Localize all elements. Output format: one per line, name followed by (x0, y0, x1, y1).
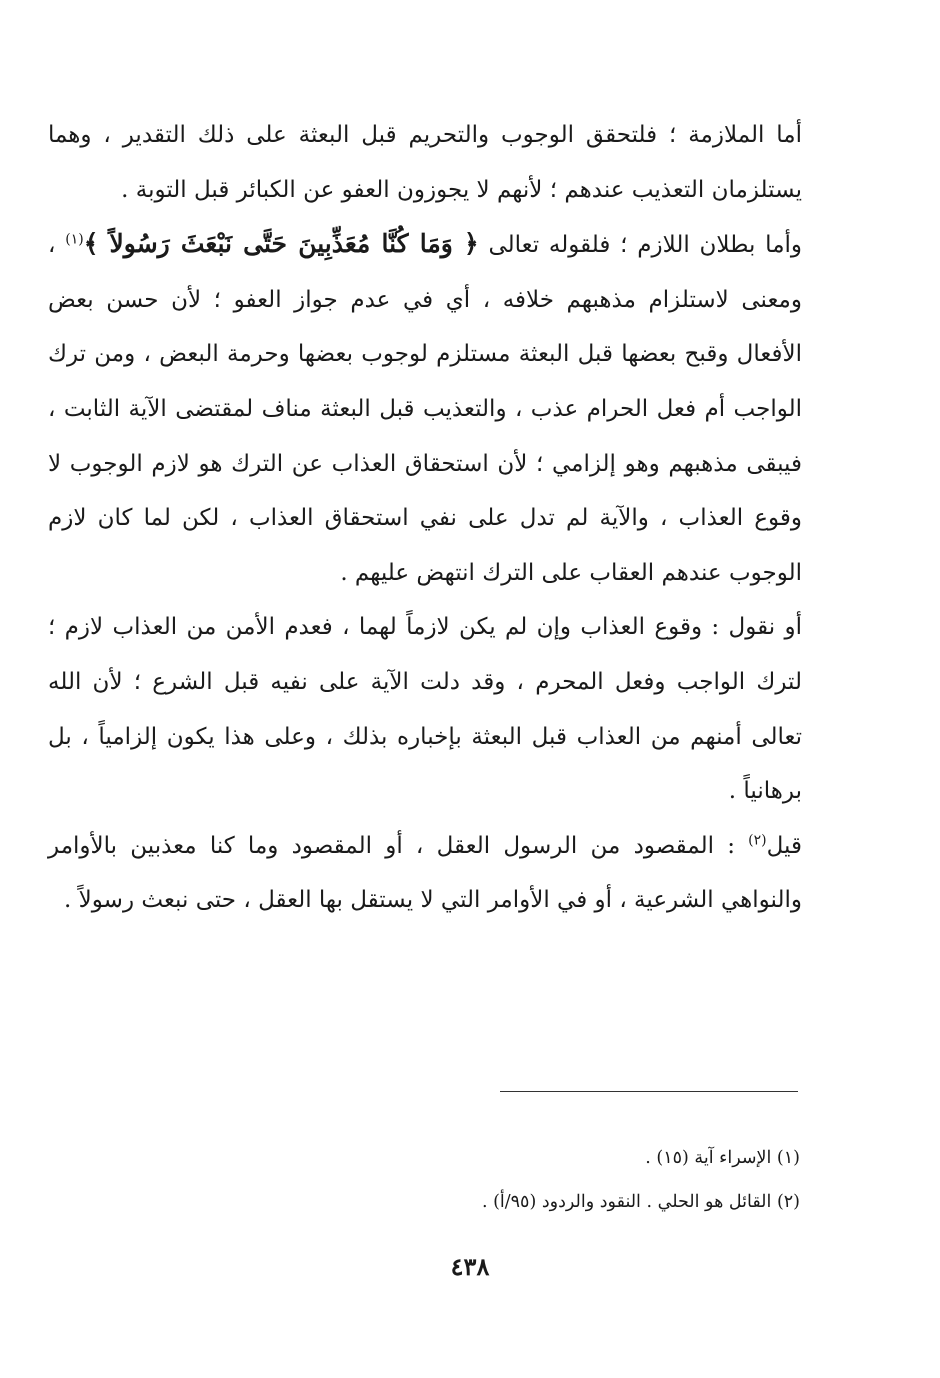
paragraph-4 (48, 819, 802, 928)
paragraph-2 (48, 217, 802, 600)
paragraph-2-intro: وأما بطلان اللازم ؛ فلقوله تعالى (488, 232, 803, 259)
quran-verse: ﴿ وَمَا كُنَّا مُعَذِّبِينَ حَتَّى نَبْعَثَ رَسُولاً ﴾ (83, 229, 479, 259)
main-text (48, 108, 802, 928)
footnotes (300, 1136, 800, 1224)
footnote-1: (١) الإسراء آية (١٥) . (645, 1148, 800, 1168)
footnote-divider (500, 1091, 798, 1092)
paragraph-4-intro: قيل (766, 832, 802, 859)
paragraph-2-body: ، ومعنى لاستلزام مذهبهم خلافه ، أي في عدم جواز العفو ؛ لأن حسن بعض الأفعال وقبح بعضها قبل البعثة مستلزم لوجوب بعضها وحرمة البعض ، ومن ترك الواجب أم فعل الحرام عذب ، والتعذيب قبل البعثة مناف لمقتضى الآية الثابت ، فيبقى مذهبهم وهو إلزامي ؛ لأن استحقاق العذاب عن الترك هو لازم الوجوب لا وقوع العذاب ، والآية لم تدل على نفي استحقاق العذاب ، لكن لما كان لازم الوجوب عندهم العقاب على الترك انتهض عليهم . (48, 232, 802, 586)
page-number: ٤٣٨ (450, 1252, 490, 1281)
paragraph-4-body: : المقصود من الرسول العقل ، أو المقصود وما كنا معذبين بالأوامر والنواهي الشرعية ، أو في الأوامر التي لا يستقل بها العقل ، حتى نبعث رسولاً . (48, 832, 802, 914)
footnote-2: (٢) القائل هو الحلي . النقود والردود (٩٥/أ) . (481, 1192, 800, 1212)
paragraph-1: أما الملازمة ؛ فلتحقق الوجوب والتحريم قبل البعثة على ذلك التقدير ، وهما يستلزمان التعذيب عندهم ؛ لأنهم لا يجوزون العفو عن الكبائر قبل التوبة . (48, 122, 802, 203)
footnote-ref-2: (٢) (748, 832, 767, 849)
footnote-ref-1: (١) (65, 231, 84, 248)
paragraph-3: أو نقول : وقوع العذاب وإن لم يكن لازماً لهما ، فعدم الأمن من العذاب لازم ؛ لترك الواجب وفعل المحرم ، وقد دلت الآية على نفيه قبل الشرع ؛ لأن الله تعالى أمنهم من العذاب قبل البعثة بإخباره بذلك ، وعلى هذا يكون إلزامياً ، بل برهانياً . (48, 614, 802, 805)
